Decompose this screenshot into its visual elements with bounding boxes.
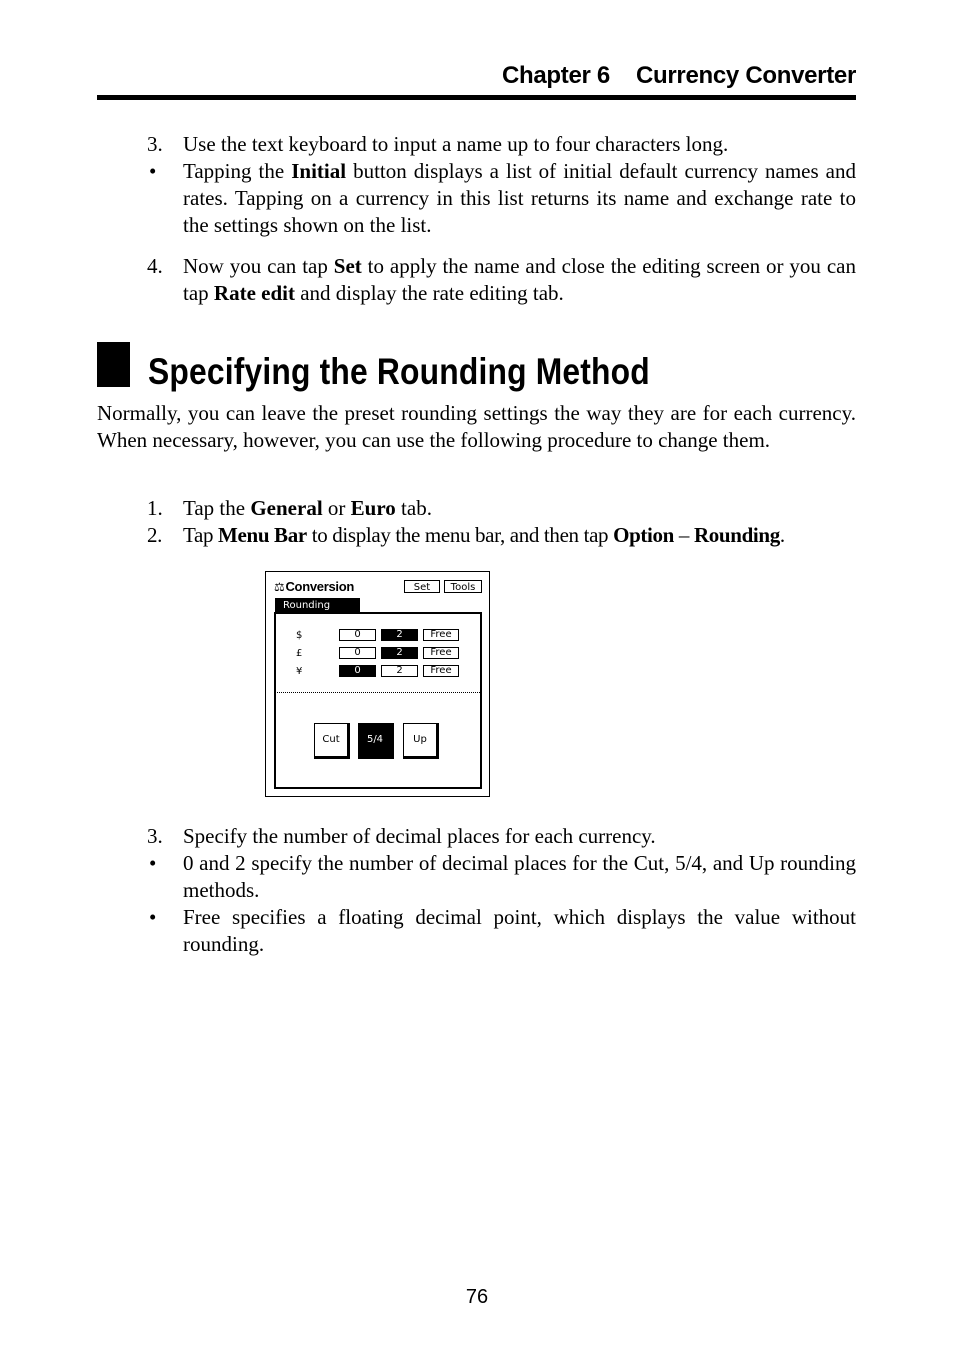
initial-bold: Initial <box>291 159 347 183</box>
decimal-2-box[interactable]: 2 <box>381 629 418 641</box>
free-box[interactable]: Free <box>423 629 459 641</box>
dotted-divider <box>275 692 482 693</box>
set-button[interactable]: Set <box>404 580 440 593</box>
section-intro: Normally, you can leave the preset rounding settings the way they are for each currency. When necessary, however, you can use the following procedure to change them. <box>97 401 856 452</box>
chapter-title: Currency Converter <box>635 62 856 89</box>
list-item-4 <box>147 253 856 307</box>
currency-symbol: ¥ <box>296 666 303 677</box>
menu-bar-bold: Menu Bar <box>218 523 307 547</box>
section-marker <box>97 342 130 387</box>
decimal-2-box[interactable]: 2 <box>381 665 418 677</box>
step-2 <box>147 522 856 549</box>
currency-symbol: £ <box>296 648 303 659</box>
rounding-screenshot <box>265 571 490 797</box>
list-number: 4. <box>147 254 163 278</box>
bullet-initial <box>147 158 856 239</box>
list-text: Tap the General or Euro tab. <box>183 496 432 520</box>
conversion-icon: ⚖ <box>274 580 285 594</box>
general-bold: General <box>250 496 323 520</box>
option-bold: Option <box>613 523 675 547</box>
currency-row-pound <box>266 647 491 661</box>
list-number: 1. <box>147 496 163 520</box>
device-title: ⚖Conversion <box>274 579 354 594</box>
running-header <box>97 62 856 92</box>
bullet-mark: • <box>149 159 157 183</box>
bullet-decimal-places <box>147 850 856 904</box>
list-number: 3. <box>147 132 163 156</box>
decimal-2-box[interactable]: 2 <box>381 647 418 659</box>
list-text: Use the text keyboard to input a name up to four characters long. <box>183 132 729 156</box>
bullet-text: Free specifies a floating decimal point, which displays the value without rounding. <box>183 905 856 956</box>
rate-edit-bold: Rate edit <box>213 281 295 305</box>
cut-button[interactable]: Cut <box>314 723 350 759</box>
tools-button[interactable]: Tools <box>444 580 482 593</box>
list-number: 3. <box>147 824 163 848</box>
decimal-0-box[interactable]: 0 <box>339 665 376 677</box>
currency-row-dollar <box>266 629 491 643</box>
currency-row-yen <box>266 665 491 679</box>
five-four-button[interactable]: 5/4 <box>358 723 394 759</box>
header-rule <box>97 95 856 100</box>
chapter-label: Chapter 6 <box>501 62 610 89</box>
bullet-text: 0 and 2 specify the number of decimal places for the Cut, 5/4, and Up rounding methods. <box>183 851 856 902</box>
free-box[interactable]: Free <box>423 647 459 659</box>
step-1 <box>147 495 856 522</box>
bullet-mark: • <box>149 905 157 929</box>
tab-rounding[interactable]: Rounding <box>275 598 360 612</box>
bullet-free <box>147 904 856 958</box>
decimal-0-box[interactable]: 0 <box>339 647 376 659</box>
rounding-bold: Rounding <box>693 523 780 547</box>
decimal-0-box[interactable]: 0 <box>339 629 376 641</box>
bullet-mark: • <box>149 851 157 875</box>
list-text: Specify the number of decimal places for each currency. <box>183 824 656 848</box>
up-button[interactable]: Up <box>403 723 439 759</box>
currency-symbol: $ <box>296 630 303 641</box>
euro-bold: Euro <box>350 496 396 520</box>
bullet-text: Tapping the Initial button displays a list of initial default currency names and rates. Tapping on a currency in this list returns its name and exchange rate to the settings shown on the list. <box>183 159 856 237</box>
section-title: Specifying the Rounding Method <box>148 351 650 392</box>
set-bold: Set <box>333 254 362 278</box>
list-item-3 <box>147 131 856 158</box>
list-item-3b <box>147 823 856 850</box>
list-text: Now you can tap Set to apply the name and close the editing screen or you can tap Rate edit and display the rate editing tab. <box>183 254 856 305</box>
list-number: 2. <box>147 523 163 547</box>
list-text: Tap Menu Bar to display the menu bar, and then tap Option – Rounding. <box>183 523 785 547</box>
free-box[interactable]: Free <box>423 665 459 677</box>
page-number: 76 <box>465 1286 489 1308</box>
